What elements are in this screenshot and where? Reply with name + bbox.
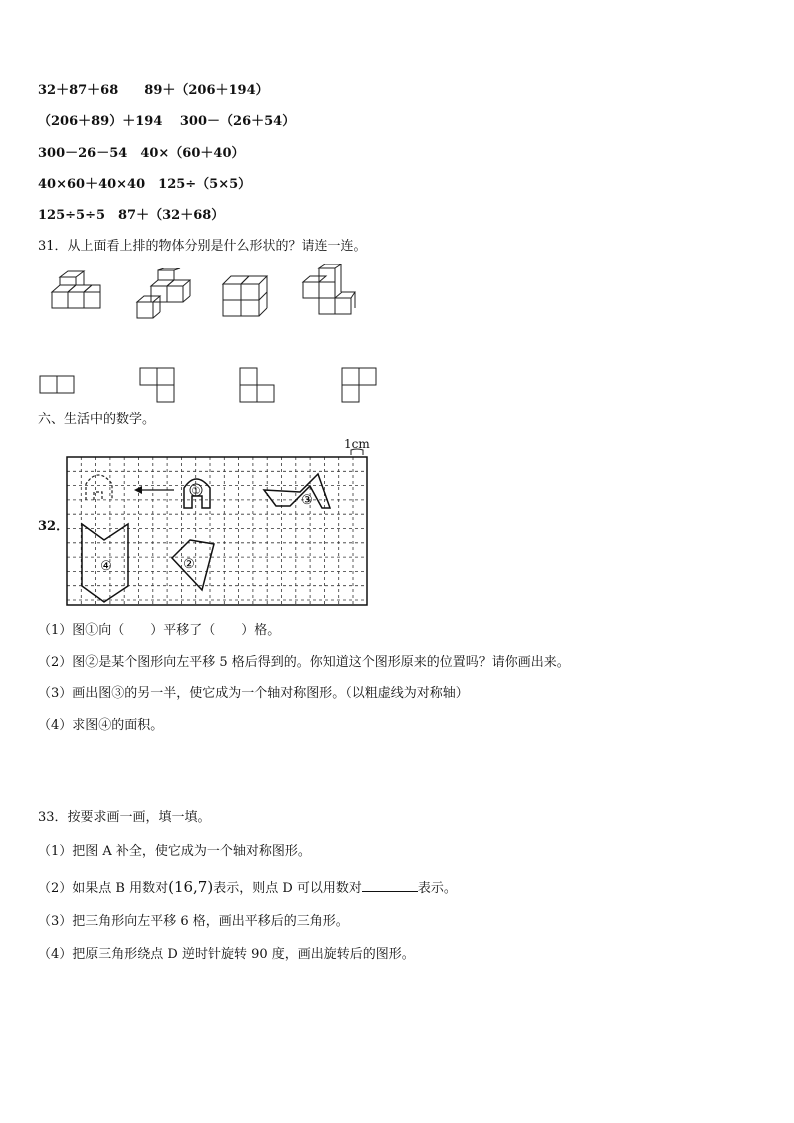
q32-sub4: （4）求图④的面积。	[38, 718, 164, 733]
cube-figure-3	[221, 270, 269, 320]
cube-figure-4	[299, 264, 357, 320]
figure-3	[264, 474, 330, 508]
q33-sub2-suffix: 表示。	[417, 881, 457, 896]
calc-row-2: （206＋89）＋194 300－（26＋54）	[38, 114, 296, 129]
calc-row-3: 300－26－54 40×（60＋40）	[38, 146, 245, 161]
q33-sub3: （3）把三角形向左平移 6 格，画出平移后的三角形。	[38, 914, 349, 929]
q33-sub2-prefix: （2）如果点 B 用数对	[38, 881, 169, 896]
q33-sub2	[38, 879, 457, 897]
cube-figure-2	[135, 268, 191, 322]
cube-figure-1	[48, 270, 106, 318]
top-view-2	[138, 366, 178, 404]
answer-blank[interactable]	[362, 879, 418, 892]
figure-4-label: ④	[100, 559, 112, 574]
figure-1-label: ①	[191, 486, 201, 497]
question-33-title: 33．按要求画一画，填一填。	[38, 810, 211, 825]
section-6-title: 六、生活中的数学。	[38, 412, 156, 427]
q33-sub2-middle: 表示，则点 D 可以用数对	[213, 881, 362, 896]
coordinate-pair: (16,7)	[168, 878, 214, 896]
top-view-3	[238, 366, 278, 404]
top-view-4	[340, 366, 380, 404]
question-32-number: 32．	[38, 519, 70, 534]
figure-1-ghost	[86, 475, 112, 500]
q32-sub2: （2）图②是某个图形向左平移 5 格后得到的。你知道这个图形原来的位置吗？请你画出来。	[38, 655, 570, 670]
top-view-1	[38, 374, 78, 396]
figure-3-label: ③	[301, 493, 313, 508]
arrow-icon	[134, 486, 142, 494]
q32-sub1: （1）图①向（ ）平移了（ ）格。	[38, 623, 281, 638]
grid-figure	[64, 454, 370, 608]
q32-sub3: （3）画出图③的另一半，使它成为一个轴对称图形。（以粗虚线为对称轴）	[38, 686, 469, 701]
q33-sub4: （4）把原三角形绕点 D 逆时针旋转 90 度，画出旋转后的图形。	[38, 947, 415, 962]
question-31-title: 31．从上面看上排的物体分别是什么形状的？请连一连。	[38, 239, 367, 254]
calc-row-4: 40×60＋40×40 125÷（5×5）	[38, 177, 252, 192]
calc-row-1: 32＋87＋68 89＋（206＋194）	[38, 83, 269, 98]
q33-sub1: （1）把图 A 补全，使它成为一个轴对称图形。	[38, 844, 311, 859]
figure-2-label: ②	[183, 557, 195, 572]
calc-row-5: 125÷5÷5 87＋（32＋68）	[38, 208, 225, 223]
scale-label: 1cm	[344, 437, 370, 451]
